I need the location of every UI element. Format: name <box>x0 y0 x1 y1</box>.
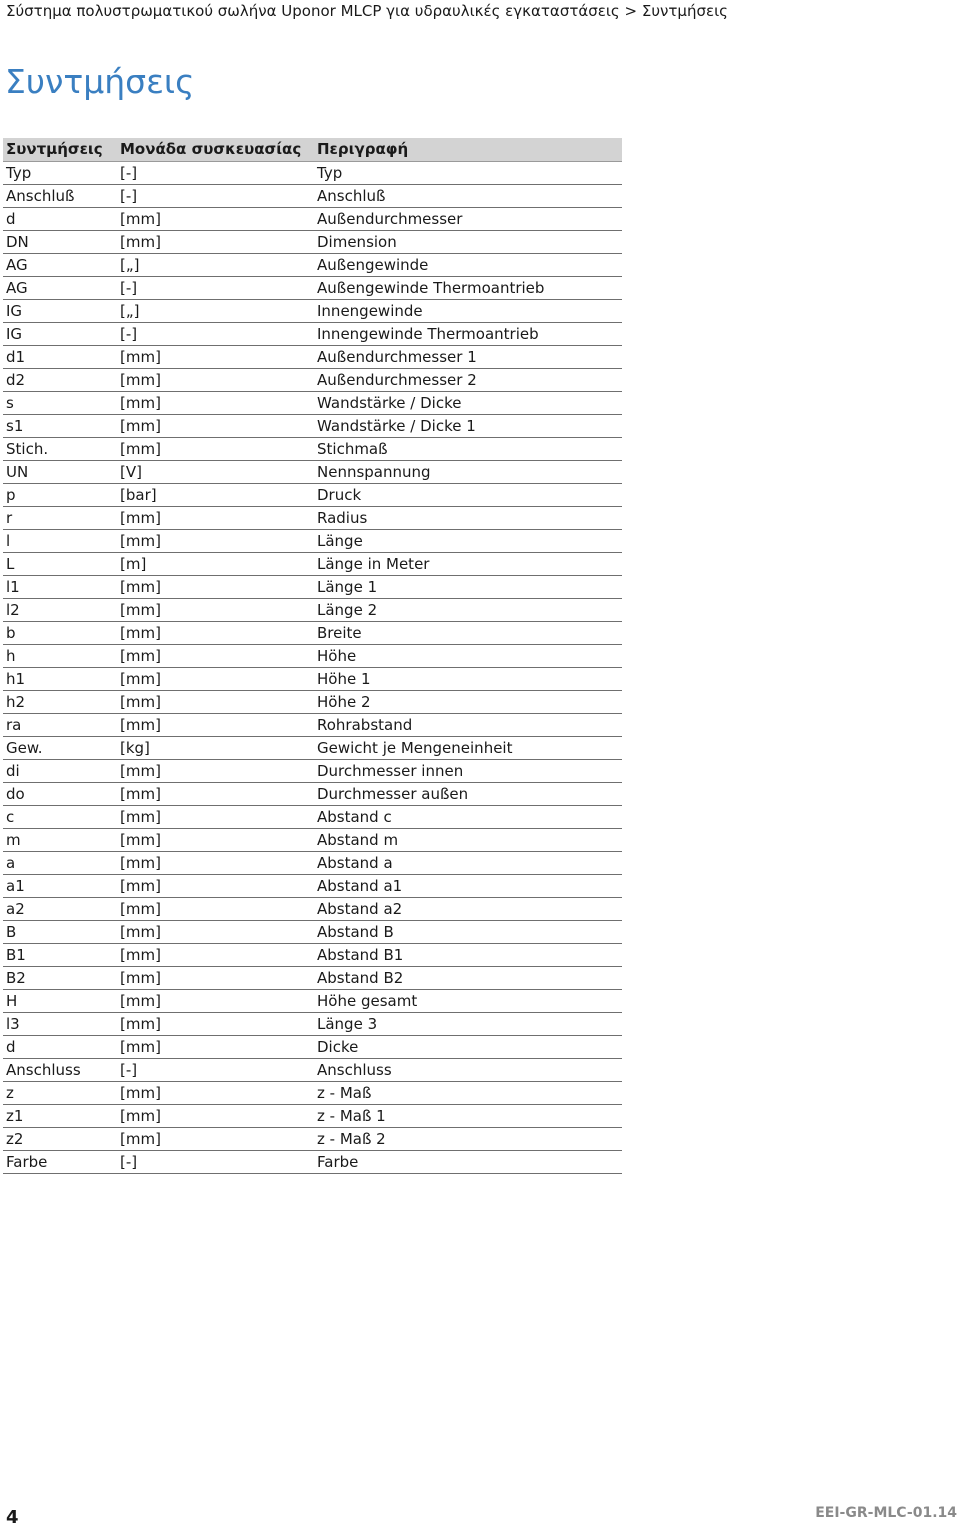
cell-abbreviation: h2 <box>3 690 117 713</box>
cell-description: Dimension <box>314 230 622 253</box>
document-code: EEI-GR-MLC-01.14 <box>815 1505 957 1521</box>
cell-abbreviation: Farbe <box>3 1150 117 1173</box>
cell-abbreviation: l <box>3 529 117 552</box>
cell-abbreviation: z1 <box>3 1104 117 1127</box>
cell-description: Außendurchmesser <box>314 207 622 230</box>
cell-description: Außendurchmesser 1 <box>314 345 622 368</box>
table-row <box>3 736 622 759</box>
cell-abbreviation: d <box>3 1035 117 1058</box>
cell-description: Außengewinde <box>314 253 622 276</box>
cell-description: Länge 3 <box>314 1012 622 1035</box>
cell-abbreviation: d2 <box>3 368 117 391</box>
cell-unit: [mm] <box>117 667 314 690</box>
cell-description: z - Maß 1 <box>314 1104 622 1127</box>
cell-abbreviation: m <box>3 828 117 851</box>
cell-unit: [-] <box>117 322 314 345</box>
table-row <box>3 621 622 644</box>
cell-description: Durchmesser innen <box>314 759 622 782</box>
cell-description: Wandstärke / Dicke 1 <box>314 414 622 437</box>
table-row <box>3 644 622 667</box>
cell-abbreviation: l1 <box>3 575 117 598</box>
table-row <box>3 1104 622 1127</box>
cell-description: Abstand a2 <box>314 897 622 920</box>
cell-abbreviation: Stich. <box>3 437 117 460</box>
table-row <box>3 782 622 805</box>
table-row <box>3 207 622 230</box>
cell-abbreviation: B <box>3 920 117 943</box>
table-row <box>3 322 622 345</box>
cell-abbreviation: a1 <box>3 874 117 897</box>
cell-unit: [V] <box>117 460 314 483</box>
cell-unit: [mm] <box>117 713 314 736</box>
table-row <box>3 506 622 529</box>
cell-unit: [mm] <box>117 391 314 414</box>
cell-unit: [mm] <box>117 1104 314 1127</box>
table-row <box>3 943 622 966</box>
cell-description: Nennspannung <box>314 460 622 483</box>
table-row <box>3 161 622 184</box>
table-row <box>3 483 622 506</box>
page-title: Συντμήσεις <box>5 62 195 101</box>
cell-unit: [-] <box>117 1150 314 1173</box>
cell-unit: [mm] <box>117 782 314 805</box>
cell-description: Rohrabstand <box>314 713 622 736</box>
cell-unit: [mm] <box>117 805 314 828</box>
cell-unit: [-] <box>117 161 314 184</box>
cell-description: Druck <box>314 483 622 506</box>
table-row <box>3 529 622 552</box>
cell-description: Durchmesser außen <box>314 782 622 805</box>
table-row <box>3 276 622 299</box>
table-row <box>3 437 622 460</box>
table-row <box>3 1150 622 1173</box>
cell-description: Länge <box>314 529 622 552</box>
table-row <box>3 690 622 713</box>
cell-description: Gewicht je Mengeneinheit <box>314 736 622 759</box>
column-header-unit: Μονάδα συσκευασίας <box>117 138 314 161</box>
cell-description: Länge in Meter <box>314 552 622 575</box>
cell-abbreviation: d <box>3 207 117 230</box>
cell-description: Anschluß <box>314 184 622 207</box>
cell-abbreviation: p <box>3 483 117 506</box>
cell-unit: [mm] <box>117 828 314 851</box>
cell-unit: [mm] <box>117 1035 314 1058</box>
cell-abbreviation: IG <box>3 322 117 345</box>
cell-unit: [kg] <box>117 736 314 759</box>
cell-unit: [mm] <box>117 621 314 644</box>
cell-unit: [mm] <box>117 920 314 943</box>
cell-abbreviation: AG <box>3 253 117 276</box>
cell-unit: [mm] <box>117 1012 314 1035</box>
cell-abbreviation: h1 <box>3 667 117 690</box>
cell-abbreviation: DN <box>3 230 117 253</box>
cell-description: Abstand c <box>314 805 622 828</box>
cell-unit: [mm] <box>117 230 314 253</box>
cell-description: Farbe <box>314 1150 622 1173</box>
table-row <box>3 552 622 575</box>
cell-abbreviation: d1 <box>3 345 117 368</box>
table-row <box>3 368 622 391</box>
cell-unit: [„] <box>117 253 314 276</box>
cell-description: Länge 1 <box>314 575 622 598</box>
cell-abbreviation: c <box>3 805 117 828</box>
table-row <box>3 851 622 874</box>
cell-unit: [mm] <box>117 1127 314 1150</box>
cell-description: Wandstärke / Dicke <box>314 391 622 414</box>
cell-description: Abstand m <box>314 828 622 851</box>
table-row <box>3 989 622 1012</box>
cell-description: Abstand B2 <box>314 966 622 989</box>
cell-abbreviation: B1 <box>3 943 117 966</box>
table-row <box>3 598 622 621</box>
table-row <box>3 230 622 253</box>
cell-description: Abstand a1 <box>314 874 622 897</box>
table-row <box>3 391 622 414</box>
cell-description: Höhe gesamt <box>314 989 622 1012</box>
cell-unit: [mm] <box>117 690 314 713</box>
cell-abbreviation: s <box>3 391 117 414</box>
table-header-row <box>3 138 622 161</box>
cell-description: Typ <box>314 161 622 184</box>
cell-description: Dicke <box>314 1035 622 1058</box>
page-number: 4 <box>6 1507 19 1528</box>
cell-abbreviation: Gew. <box>3 736 117 759</box>
table-row <box>3 1012 622 1035</box>
cell-description: Innengewinde <box>314 299 622 322</box>
table-row <box>3 460 622 483</box>
cell-unit: [mm] <box>117 644 314 667</box>
cell-unit: [mm] <box>117 897 314 920</box>
cell-abbreviation: a2 <box>3 897 117 920</box>
cell-unit: [mm] <box>117 1081 314 1104</box>
cell-unit: [mm] <box>117 943 314 966</box>
column-header-abbreviation: Συντμήσεις <box>3 138 117 161</box>
cell-unit: [„] <box>117 299 314 322</box>
cell-unit: [mm] <box>117 575 314 598</box>
cell-description: Höhe <box>314 644 622 667</box>
cell-description: Abstand B1 <box>314 943 622 966</box>
table-row <box>3 759 622 782</box>
table-row <box>3 667 622 690</box>
table-row <box>3 345 622 368</box>
cell-unit: [mm] <box>117 598 314 621</box>
table-row <box>3 253 622 276</box>
cell-abbreviation: B2 <box>3 966 117 989</box>
cell-abbreviation: b <box>3 621 117 644</box>
cell-description: Außengewinde Thermoantrieb <box>314 276 622 299</box>
table-row <box>3 874 622 897</box>
cell-unit: [m] <box>117 552 314 575</box>
cell-abbreviation: a <box>3 851 117 874</box>
cell-abbreviation: ra <box>3 713 117 736</box>
cell-abbreviation: l3 <box>3 1012 117 1035</box>
cell-unit: [bar] <box>117 483 314 506</box>
cell-abbreviation: z <box>3 1081 117 1104</box>
cell-unit: [mm] <box>117 966 314 989</box>
cell-abbreviation: do <box>3 782 117 805</box>
cell-description: Höhe 1 <box>314 667 622 690</box>
table-body <box>3 161 622 1173</box>
cell-unit: [mm] <box>117 345 314 368</box>
cell-description: Radius <box>314 506 622 529</box>
breadcrumb: Σύστημα πολυστρωματικού σωλήνα Uponor MLCP για υδραυλικές εγκαταστάσεις > Συντμήσεις <box>6 2 728 20</box>
cell-abbreviation: l2 <box>3 598 117 621</box>
cell-unit: [mm] <box>117 368 314 391</box>
cell-description: Länge 2 <box>314 598 622 621</box>
cell-description: Abstand B <box>314 920 622 943</box>
cell-abbreviation: Typ <box>3 161 117 184</box>
table-row <box>3 966 622 989</box>
table-row <box>3 828 622 851</box>
table-row <box>3 184 622 207</box>
table-row <box>3 713 622 736</box>
table-row <box>3 1127 622 1150</box>
table-row <box>3 920 622 943</box>
cell-unit: [mm] <box>117 414 314 437</box>
cell-abbreviation: AG <box>3 276 117 299</box>
table-row <box>3 1035 622 1058</box>
table-row <box>3 299 622 322</box>
cell-abbreviation: z2 <box>3 1127 117 1150</box>
cell-unit: [mm] <box>117 437 314 460</box>
cell-abbreviation: Anschluss <box>3 1058 117 1081</box>
cell-unit: [mm] <box>117 759 314 782</box>
cell-unit: [mm] <box>117 989 314 1012</box>
cell-description: Höhe 2 <box>314 690 622 713</box>
cell-description: Abstand a <box>314 851 622 874</box>
cell-abbreviation: H <box>3 989 117 1012</box>
table-row <box>3 805 622 828</box>
cell-unit: [mm] <box>117 529 314 552</box>
cell-description: Innengewinde Thermoantrieb <box>314 322 622 345</box>
cell-unit: [mm] <box>117 207 314 230</box>
cell-abbreviation: h <box>3 644 117 667</box>
table-row <box>3 1081 622 1104</box>
cell-abbreviation: UN <box>3 460 117 483</box>
table-row <box>3 414 622 437</box>
cell-description: Stichmaß <box>314 437 622 460</box>
cell-unit: [-] <box>117 276 314 299</box>
cell-description: Breite <box>314 621 622 644</box>
cell-abbreviation: s1 <box>3 414 117 437</box>
table-row <box>3 897 622 920</box>
cell-description: Anschluss <box>314 1058 622 1081</box>
table-row <box>3 1058 622 1081</box>
cell-abbreviation: di <box>3 759 117 782</box>
cell-unit: [mm] <box>117 851 314 874</box>
table-row <box>3 575 622 598</box>
cell-unit: [mm] <box>117 506 314 529</box>
cell-abbreviation: IG <box>3 299 117 322</box>
cell-description: z - Maß 2 <box>314 1127 622 1150</box>
cell-abbreviation: r <box>3 506 117 529</box>
cell-abbreviation: Anschluß <box>3 184 117 207</box>
cell-description: z - Maß <box>314 1081 622 1104</box>
abbreviations-table <box>3 138 622 1174</box>
cell-unit: [-] <box>117 1058 314 1081</box>
column-header-description: Περιγραφή <box>314 138 622 161</box>
cell-unit: [-] <box>117 184 314 207</box>
cell-description: Außendurchmesser 2 <box>314 368 622 391</box>
cell-unit: [mm] <box>117 874 314 897</box>
cell-abbreviation: L <box>3 552 117 575</box>
